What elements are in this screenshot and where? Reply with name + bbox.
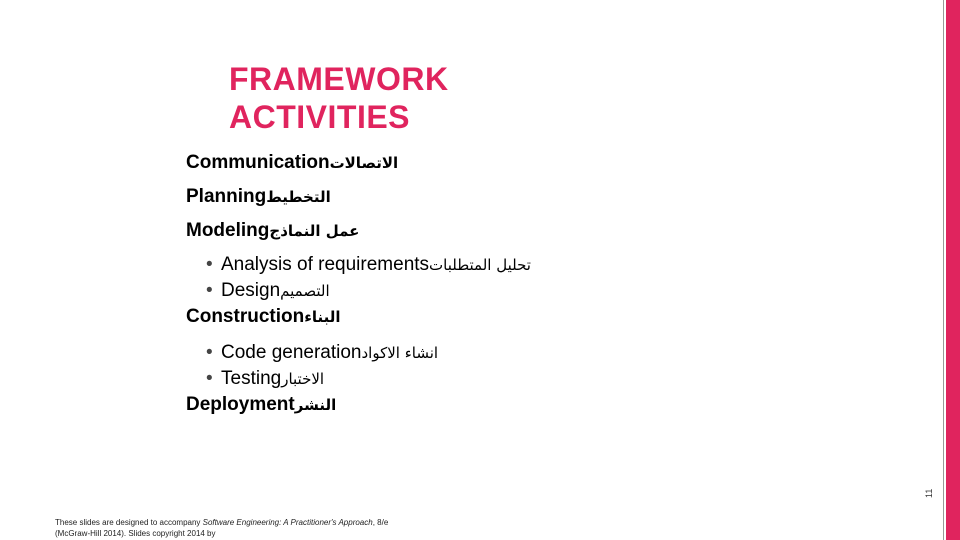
sub-activity-code-generation	[186, 340, 746, 366]
footer-citation	[55, 517, 415, 539]
divider-line	[943, 0, 944, 540]
slide-title	[229, 60, 449, 136]
title-line-2: ACTIVITIES	[229, 99, 411, 135]
activity-label-ar: التخطيط	[266, 188, 331, 206]
footer-text-2: , 8/e (McGraw-Hill 2014). Slides copyright 2014 by	[55, 518, 389, 538]
accent-side-bar	[946, 0, 960, 540]
activity-communication	[186, 150, 746, 176]
sub-activity-label-en: Design	[221, 280, 281, 301]
sub-activity-label-en: Testing	[221, 368, 282, 389]
title-line-1: FRAMEWORK	[229, 61, 449, 97]
activity-label-ar: البناء	[304, 308, 341, 326]
activity-label-en: Deployment	[186, 394, 295, 415]
sub-activity-label-ar: تحليل المتطلبات	[429, 256, 531, 274]
bullet-icon: •	[206, 368, 213, 389]
activity-label-ar: الاتصالات	[329, 154, 399, 172]
activity-deployment	[186, 392, 746, 418]
page-number: 11	[924, 488, 934, 498]
footer-text-1: These slides are designed to accompany	[55, 518, 203, 527]
activity-label-en: Modeling	[186, 220, 270, 241]
sub-activity-testing	[186, 366, 746, 392]
bullet-icon: •	[206, 342, 213, 363]
sub-activity-design	[186, 278, 746, 304]
sub-activity-label-ar: الاختبار	[281, 370, 325, 388]
sub-activity-analysis	[186, 252, 746, 278]
activity-label-en: Construction	[186, 306, 305, 327]
sub-activity-label-ar: التصميم	[280, 282, 330, 300]
sub-activity-label-en: Code generation	[221, 342, 362, 363]
activity-planning	[186, 184, 746, 210]
activity-label-ar: النشر	[294, 396, 337, 414]
footer-book-title: Software Engineering: A Practitioner's Approach	[202, 518, 373, 527]
bullet-icon: •	[206, 280, 213, 301]
activity-label-en: Communication	[186, 152, 330, 173]
activity-modeling	[186, 218, 746, 244]
activity-label-ar: عمل النماذج	[269, 222, 360, 240]
sub-activity-label-en: Analysis of requirements	[221, 254, 430, 275]
bullet-icon: •	[206, 254, 213, 275]
sub-activity-label-ar: انشاء الاكواد	[361, 344, 439, 362]
activity-label-en: Planning	[186, 186, 267, 207]
activity-list	[186, 150, 746, 418]
activity-construction	[186, 304, 746, 330]
